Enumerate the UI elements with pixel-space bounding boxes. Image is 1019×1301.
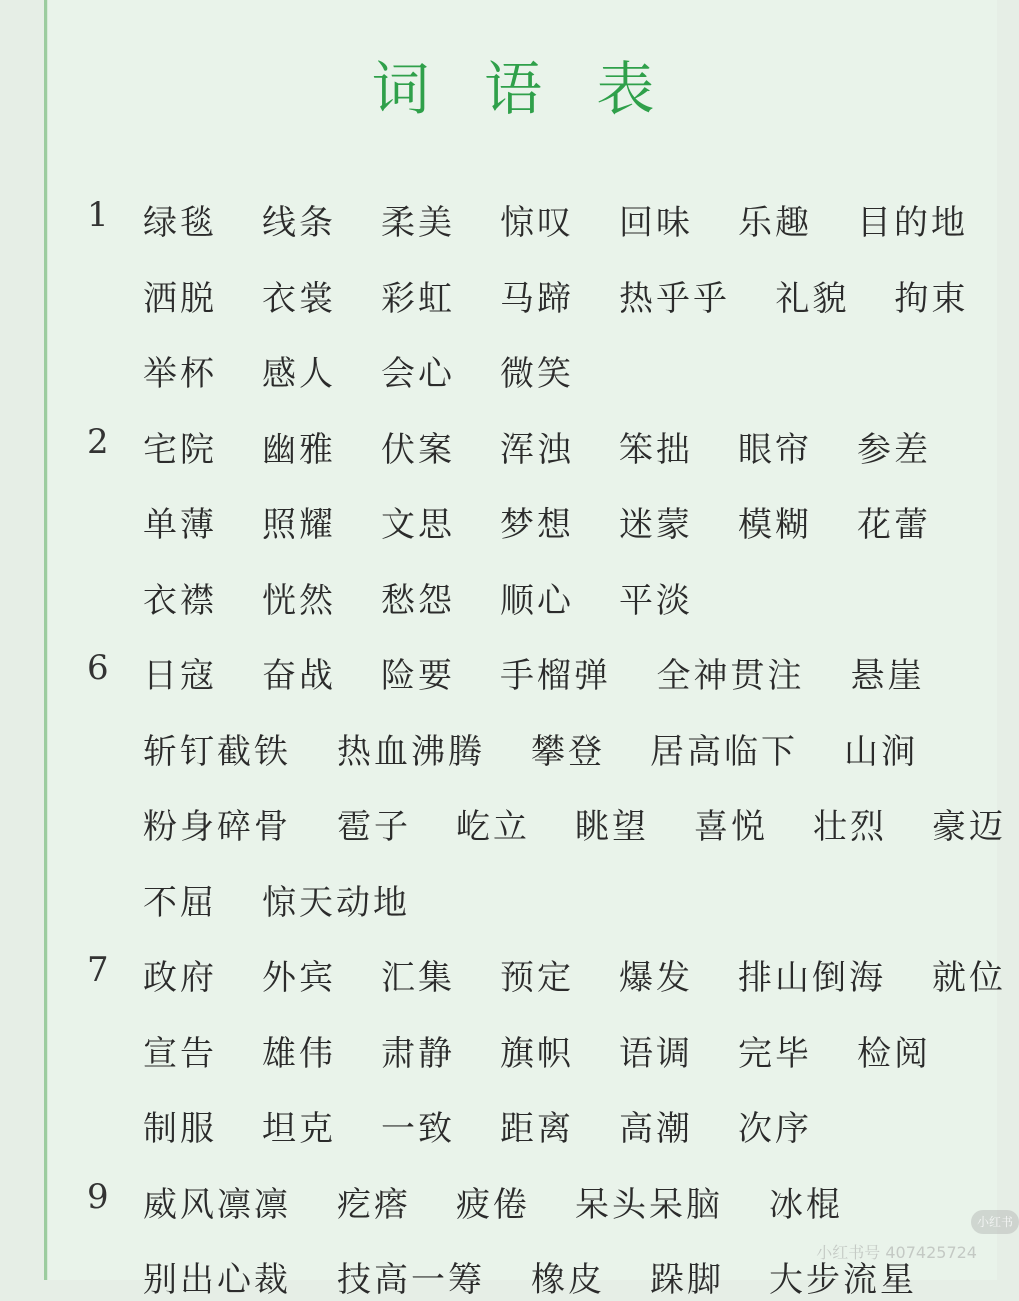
vocab-word: 会心 [381, 354, 455, 394]
vocab-word: 大步流星 [769, 1260, 917, 1300]
vocab-word: 冰棍 [769, 1184, 843, 1225]
vocab-word: 热乎乎 [619, 278, 730, 319]
vocab-word: 伏案 [381, 429, 455, 470]
vocab-word: 屹立 [456, 807, 530, 847]
vocab-word: 悬崖 [850, 656, 925, 696]
vocab-word: 技高一筹 [337, 1260, 485, 1300]
vocab-word: 雹子 [337, 807, 411, 847]
vocab-word: 照耀 [262, 505, 336, 545]
vocab-word: 惊天动地 [262, 882, 410, 923]
watermark: 小红书号 407425724 [816, 1243, 977, 1262]
vocab-word: 模糊 [738, 505, 812, 545]
vocab-word: 险要 [381, 656, 455, 696]
vocab-word: 恍然 [262, 580, 336, 621]
vocab-word: 宣告 [143, 1033, 217, 1074]
vocab-word: 幽雅 [262, 429, 336, 470]
vocab-word: 高潮 [619, 1109, 693, 1149]
vocab-word: 威风凛凛 [143, 1184, 291, 1225]
vocab-word: 距离 [500, 1109, 574, 1149]
vocab-word: 斩钉截铁 [143, 731, 291, 772]
watermark-badge: 小红书 [971, 1210, 1019, 1234]
vocab-word: 检阅 [857, 1033, 931, 1074]
vocab-word: 手榴弹 [500, 656, 611, 696]
vocab-word: 粉身碎骨 [143, 807, 291, 847]
vocab-word: 政府 [143, 958, 217, 998]
vocab-word: 宅院 [143, 429, 217, 470]
lesson-number: 6 [87, 648, 109, 688]
vocab-word: 语调 [619, 1033, 693, 1074]
vocab-word: 拘束 [894, 278, 969, 319]
vocab-word: 肃静 [381, 1033, 455, 1074]
vocab-word: 攀登 [531, 731, 605, 772]
vocab-word: 文思 [381, 505, 455, 545]
vocab-word: 柔美 [381, 203, 455, 243]
vocab-word: 迷蒙 [619, 505, 693, 545]
vocab-word: 别出心裁 [143, 1260, 291, 1300]
vocab-word: 次序 [738, 1109, 812, 1149]
vocab-word: 跺脚 [650, 1260, 724, 1300]
vocab-word: 衣襟 [143, 580, 217, 621]
vocab-word: 外宾 [262, 958, 336, 998]
lesson-number: 7 [87, 950, 109, 990]
vocab-word: 日寇 [143, 656, 217, 696]
vocab-word: 笨拙 [619, 429, 693, 470]
vocab-word: 平淡 [619, 580, 693, 621]
vocab-word: 疙瘩 [337, 1184, 411, 1225]
vocab-word: 热血沸腾 [337, 731, 485, 772]
vocab-word: 完毕 [738, 1033, 812, 1074]
vocab-word: 举杯 [143, 354, 217, 394]
vocab-word: 参差 [857, 429, 931, 470]
vocab-word: 梦想 [500, 505, 574, 545]
vocab-word: 喜悦 [694, 807, 768, 847]
vocab-word: 感人 [262, 354, 336, 394]
vocab-word: 微笑 [500, 354, 574, 394]
vocab-word: 全神贯注 [656, 656, 805, 696]
vocab-word: 汇集 [381, 958, 455, 998]
vocab-word: 旗帜 [500, 1033, 574, 1074]
vocab-word: 居高临下 [650, 731, 798, 772]
vocab-word: 不屈 [143, 882, 217, 923]
vocab-word: 制服 [143, 1109, 217, 1149]
vocab-word: 愁怨 [381, 580, 455, 621]
vocab-word: 线条 [262, 203, 336, 243]
vocab-word: 马蹄 [500, 278, 574, 319]
vocab-word: 眺望 [575, 807, 649, 847]
lesson-number: 9 [87, 1176, 109, 1217]
vocab-word: 呆头呆脑 [575, 1184, 723, 1225]
vocab-word: 预定 [500, 958, 574, 998]
vocab-word: 橡皮 [531, 1260, 605, 1300]
vocab-word: 目的地 [857, 203, 968, 243]
vocab-word: 坦克 [262, 1109, 336, 1149]
vocab-word: 排山倒海 [738, 958, 886, 998]
vocab-word: 花蕾 [857, 505, 931, 545]
vocab-word: 爆发 [619, 958, 693, 998]
vocab-word: 回味 [619, 203, 693, 243]
vocab-word: 单薄 [143, 505, 217, 545]
vocab-word: 彩虹 [381, 278, 455, 319]
vocab-word: 山涧 [844, 731, 918, 772]
vocab-word: 豪迈 [932, 807, 1006, 847]
vocab-word: 衣裳 [262, 278, 336, 319]
vocab-word: 疲倦 [456, 1184, 530, 1225]
vocab-word: 壮烈 [813, 807, 887, 847]
vocab-word: 礼貌 [775, 278, 850, 319]
vocab-word: 浑浊 [500, 429, 574, 470]
page-title: 词 语 表 [371, 55, 673, 123]
lesson-number: 2 [87, 421, 109, 462]
vocab-word: 绿毯 [143, 203, 217, 243]
vocab-word: 眼帘 [738, 429, 812, 470]
lesson-number: 1 [87, 195, 109, 235]
vocab-word: 洒脱 [143, 278, 217, 319]
vocab-word: 顺心 [500, 580, 574, 621]
vocab-word: 惊叹 [500, 203, 574, 243]
vocab-word: 乐趣 [738, 203, 812, 243]
vocab-word: 就位 [932, 958, 1006, 998]
vocab-word: 一致 [381, 1109, 455, 1149]
vocab-word: 雄伟 [262, 1033, 336, 1074]
vocab-word: 奋战 [262, 656, 336, 696]
textbook-page [44, 0, 1013, 1300]
